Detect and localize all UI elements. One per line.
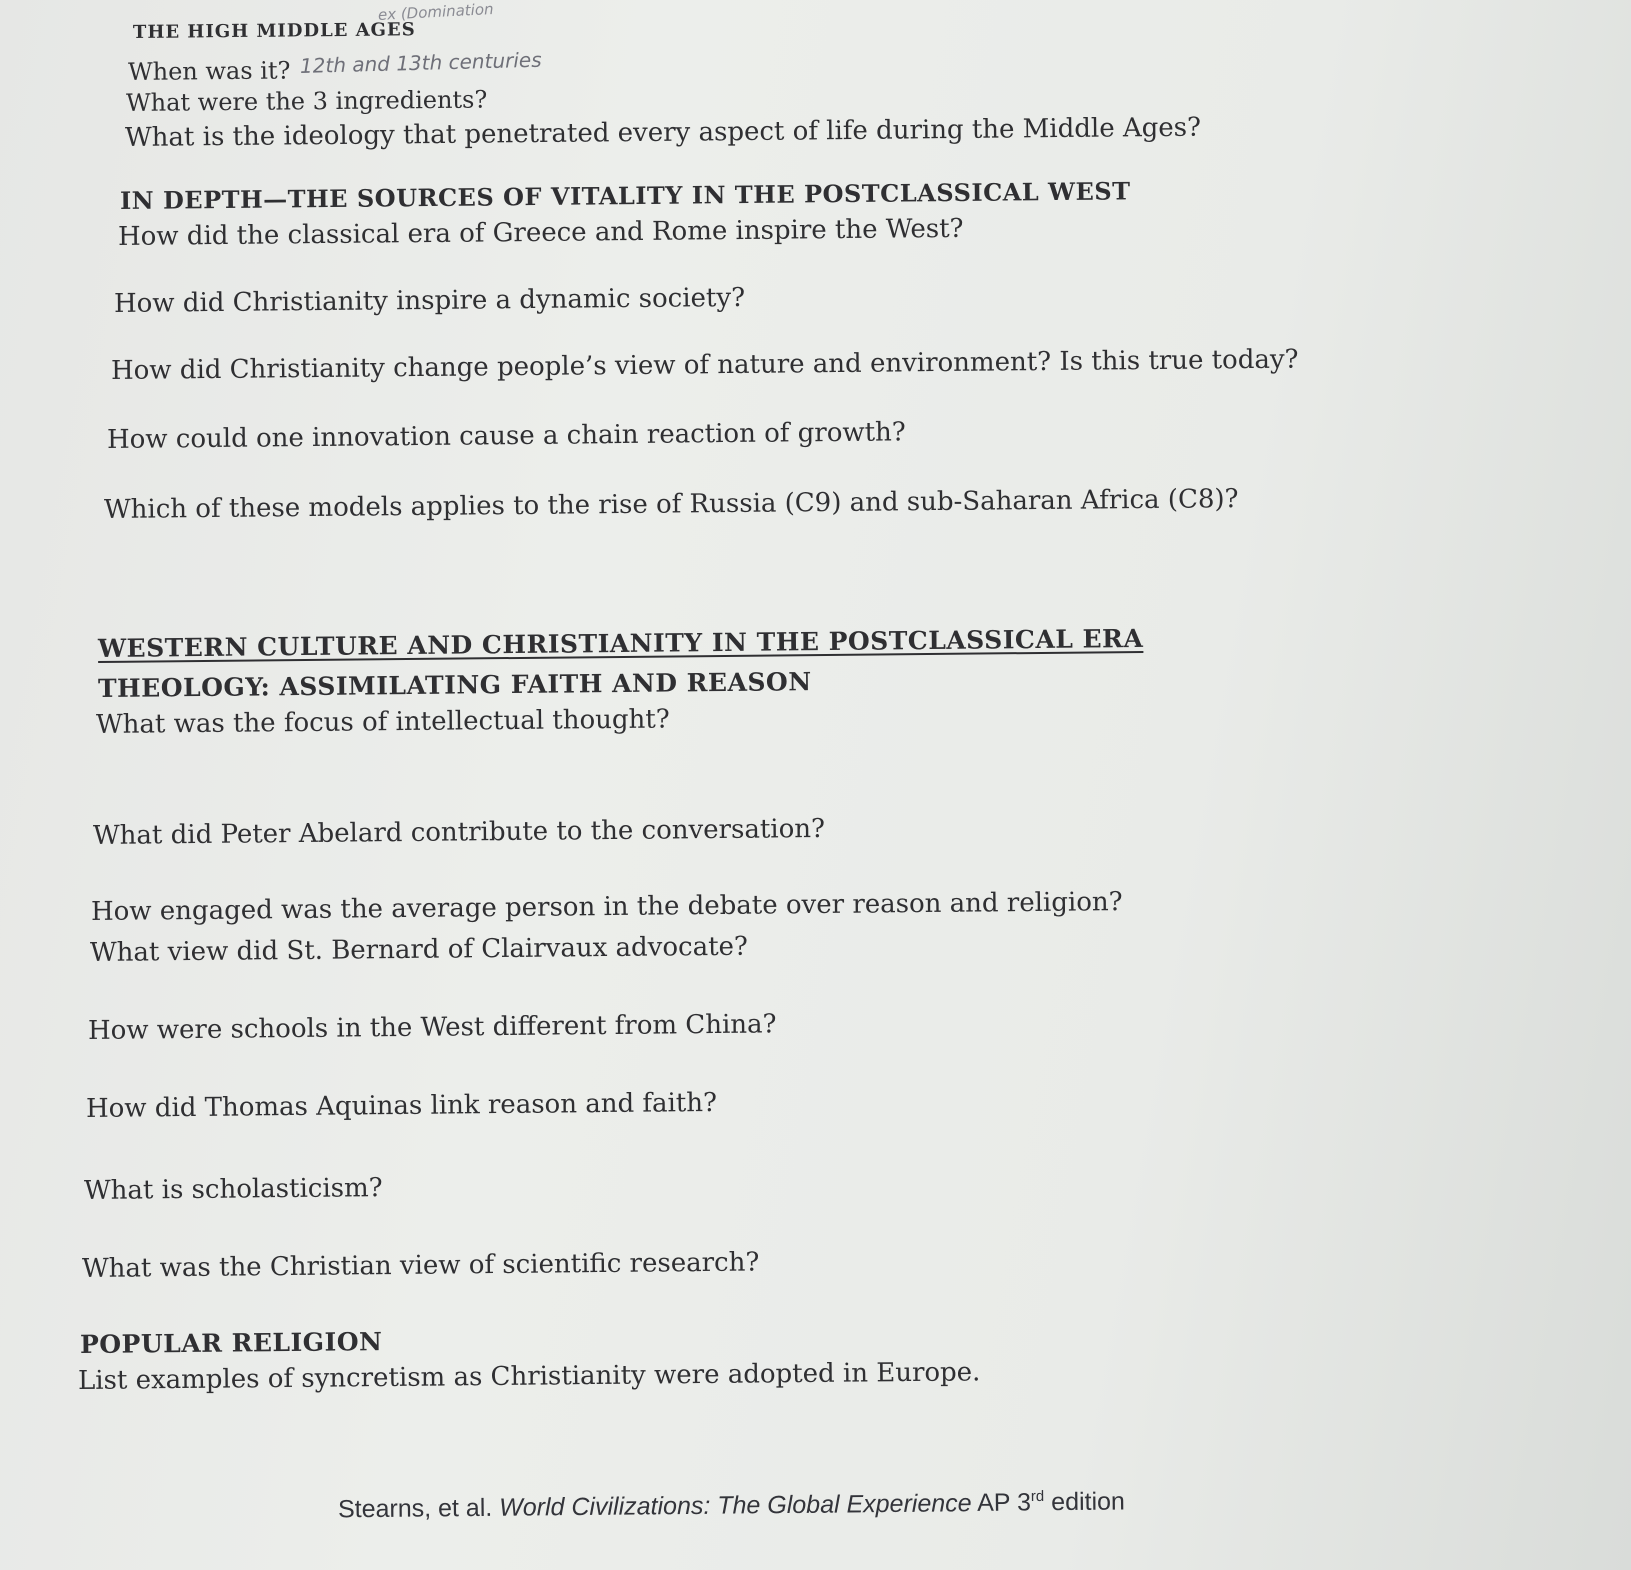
citation-authors: Stearns, et al. [337,1493,493,1524]
question-ingredients: What were the 3 ingredients? [125,85,488,117]
citation-edition: AP 3rd edition [977,1487,1126,1518]
theology-question-4: What view did St. Bernard of Clairvaux advocate? [89,931,749,968]
title-handwritten-annotation: ex (Domination [377,0,494,24]
source-citation [338,1488,1125,1522]
theology-question-3: How engaged was the average person in the debate over reason and religion? [90,887,1123,927]
citation-book-title: World Civilizations: The Global Experience [499,1489,972,1522]
theology-subheading: THEOLOGY: ASSIMILATING FAITH AND REASON [97,667,812,703]
theology-question-6: How did Thomas Aquinas link reason and faith? [85,1087,718,1124]
in-depth-question-2: How did Christianity inspire a dynamic society? [113,282,746,319]
in-depth-question-3: How did Christianity change people’s view of nature and environment? Is this true today? [110,344,1299,386]
popular-religion-heading: POPULAR RELIGION [79,1327,383,1359]
in-depth-question-1: How did the classical era of Greece and Rome inspire the West? [117,213,964,252]
in-depth-question-5: Which of these models applies to the rise of Russia (C9) and sub-Saharan Africa (C8)? [103,484,1239,525]
high-middle-ages-title: THE HIGH MIDDLE AGES [132,19,416,43]
answer-when-handwritten: 12th and 13th centuries [299,47,542,78]
in-depth-heading: IN DEPTH—THE SOURCES OF VITALITY IN THE POSTCLASSICAL WEST [119,176,1131,215]
theology-question-1: What was the focus of intellectual thought? [95,704,670,740]
western-culture-heading: WESTERN CULTURE AND CHRISTIANITY IN THE POSTCLASSICAL ERA [97,623,1144,663]
question-when: When was it? [127,56,291,86]
theology-question-5: How were schools in the West different from China? [87,1009,777,1046]
question-ideology: What is the ideology that penetrated every aspect of life during the Middle Ages? [124,112,1202,153]
popular-religion-question-1: List examples of syncretism as Christianity were adopted in Europe. [77,1357,981,1396]
theology-question-8: What was the Christian view of scientific research? [81,1247,760,1284]
in-depth-question-4: How could one innovation cause a chain reaction of growth? [106,417,906,455]
theology-question-7: What is scholasticism? [83,1173,383,1206]
theology-question-2: What did Peter Abelard contribute to the conversation? [92,813,826,851]
